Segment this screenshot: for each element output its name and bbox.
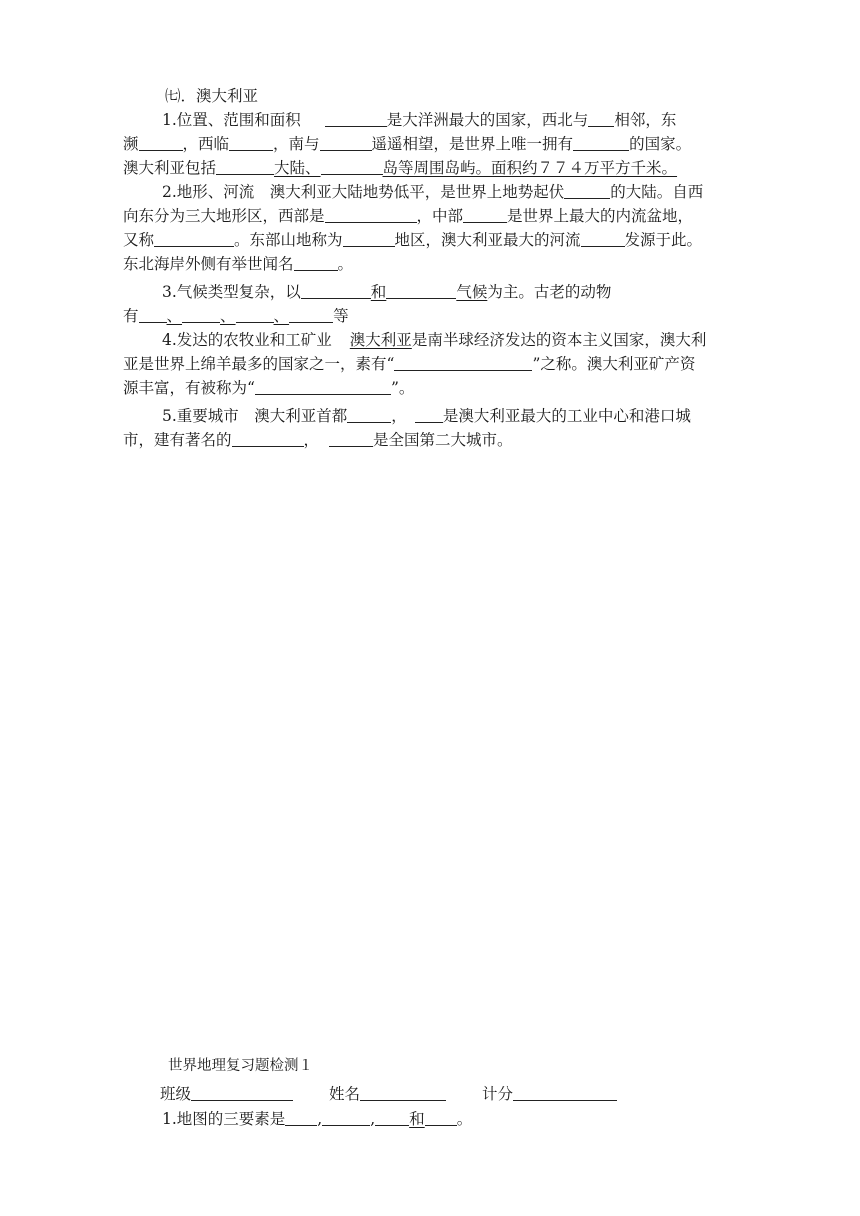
test-title: 世界地理复习题检测１ (168, 1058, 313, 1074)
blank[interactable] (232, 430, 304, 447)
section-heading: ㈦．澳大利亚 (165, 87, 259, 105)
paragraph-5-line-2: 市，建有著名的 ， 是全国第二大城市。 (123, 431, 513, 449)
blank[interactable] (139, 134, 183, 151)
blank[interactable] (463, 206, 507, 223)
blank[interactable] (216, 158, 274, 175)
blank[interactable] (182, 306, 220, 323)
paragraph-5-line-1: 5.重要城市 澳大利亚首都 ， 是澳大利亚最大的工业中心和港口城 (162, 407, 691, 425)
name-field[interactable] (360, 1084, 446, 1101)
blank[interactable] (415, 406, 443, 423)
blank[interactable] (343, 230, 395, 247)
blank[interactable] (325, 206, 417, 223)
blank[interactable] (375, 1109, 409, 1126)
paragraph-1-line-3: 澳大利亚包括 大陆、 岛等周围岛屿。面积约７７４万平方千米。 (123, 159, 678, 177)
blank[interactable] (322, 1109, 370, 1126)
blank[interactable] (285, 1109, 317, 1126)
blank[interactable] (588, 110, 614, 127)
paragraph-1-line-2: 濒 ，西临 ，南与 遥遥相望，是世界上唯一拥有 的国家。 (123, 135, 692, 153)
blank[interactable] (581, 230, 625, 247)
paragraph-4-line-2: 亚是世界上绵羊最多的国家之一，素有“ ”之称。澳大利亚矿产资 (123, 355, 696, 373)
paragraph-3-line-1: 3.气候类型复杂，以 和 气候为主。古老的动物 (162, 283, 612, 301)
paragraph-2-line-3: 又称 。东部山地称为 地区，澳大利亚最大的河流 发源于此。 (123, 231, 703, 249)
question-1: 1.地图的三要素是 , , 和 。 (162, 1110, 473, 1128)
paragraph-2-line-4: 东北海岸外侧有举世闻名 。 (123, 255, 354, 273)
paragraph-2-line-2: 向东分为三大地形区，西部是 ，中部 是世界上最大的内流盆地， (123, 207, 694, 225)
blank[interactable] (294, 254, 338, 271)
blank[interactable] (347, 406, 391, 423)
blank[interactable] (154, 230, 234, 247)
blank[interactable] (229, 134, 273, 151)
blank[interactable] (321, 158, 383, 175)
paragraph-2-line-1: 2.地形、河流 澳大利亚大陆地势低平，是世界上地势起伏 的大陆。自西 (162, 183, 704, 201)
blank[interactable] (289, 306, 333, 323)
blank[interactable] (394, 354, 532, 371)
paragraph-4-line-1: 4.发达的农牧业和工矿业 澳大利亚是南半球经济发达的资本主义国家，澳大利 (162, 331, 707, 349)
blank[interactable] (301, 282, 371, 299)
blank[interactable] (236, 306, 274, 323)
blank[interactable] (325, 110, 387, 127)
paragraph-3-line-2: 有 、 、 、 等 (123, 307, 349, 325)
blank[interactable] (329, 430, 373, 447)
score-field[interactable] (513, 1084, 617, 1101)
info-row: 班级 姓名 计分 (160, 1083, 617, 1105)
blank[interactable] (386, 282, 456, 299)
blank[interactable] (573, 134, 629, 151)
blank[interactable] (255, 378, 391, 395)
blank[interactable] (425, 1109, 457, 1126)
blank[interactable] (564, 182, 610, 199)
class-field[interactable] (191, 1084, 293, 1101)
blank[interactable] (320, 134, 372, 151)
paragraph-1-line-1: 1.位置、范围和面积 是大洋洲最大的国家，西北与 相邻，东 (162, 111, 677, 129)
blank[interactable] (139, 306, 167, 323)
paragraph-4-line-3: 源丰富，有被称为“ ”。 (123, 379, 415, 397)
